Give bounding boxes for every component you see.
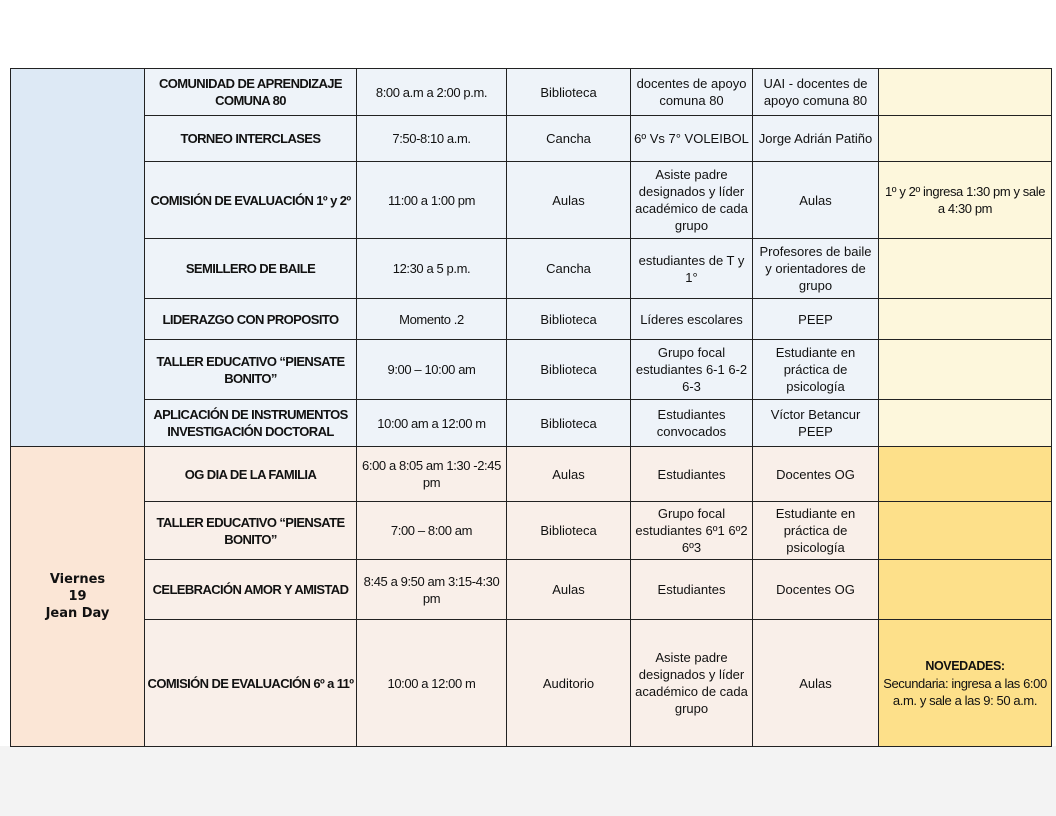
table-row [11, 299, 1052, 340]
audience-cell: Estudiantes convocados [631, 400, 753, 447]
audience-cell: Estudiantes [631, 447, 753, 502]
responsible-cell: Docentes OG [753, 447, 879, 502]
time-cell: 10:00 a 12:00 m [357, 620, 507, 747]
activity-cell: COMUNIDAD DE APRENDIZAJE COMUNA 80 [145, 69, 357, 116]
schedule-table [10, 68, 1052, 747]
activity-cell: APLICACIÓN DE INSTRUMENTOS INVESTIGACIÓN DOCTORAL [145, 400, 357, 447]
activity-cell: COMISIÓN DE EVALUACIÓN 6º a 11º [145, 620, 357, 747]
responsible-cell: Estudiante en práctica de psicología [753, 340, 879, 400]
audience-cell: Grupo focal estudiantes 6-1 6-2 6-3 [631, 340, 753, 400]
audience-cell: Asiste padre designados y líder académico de cada grupo [631, 620, 753, 747]
table-row [11, 560, 1052, 620]
place-cell: Biblioteca [507, 69, 631, 116]
time-cell [357, 447, 507, 502]
time-cell: 11:00 a 1:00 pm [357, 162, 507, 239]
audience-cell: estudiantes de T y 1° [631, 239, 753, 299]
table-row [11, 502, 1052, 560]
table-row [11, 239, 1052, 299]
day-cell-friday [11, 447, 145, 747]
activity-cell: LIDERAZGO CON PROPOSITO [145, 299, 357, 340]
notes-title: NOVEDADES: [925, 658, 1005, 673]
table-row [11, 69, 1052, 116]
audience-cell: 6º Vs 7° VOLEIBOL [631, 116, 753, 162]
audience-cell: docentes de apoyo comuna 80 [631, 69, 753, 116]
notes-cell [879, 447, 1052, 502]
notes-cell [879, 620, 1052, 747]
activity-cell: TALLER EDUCATIVO “PIENSATE BONITO” [145, 502, 357, 560]
notes-cell [879, 340, 1052, 400]
responsible-cell: Jorge Adrián Patiño [753, 116, 879, 162]
responsible-cell: Profesores de baile y orientadores de grupo [753, 239, 879, 299]
notes-cell [879, 560, 1052, 620]
table-row [11, 340, 1052, 400]
table-row [11, 620, 1052, 747]
activity-cell: SEMILLERO DE BAILE [145, 239, 357, 299]
place-cell: Biblioteca [507, 299, 631, 340]
audience-cell: Estudiantes [631, 560, 753, 620]
responsible-cell: Docentes OG [753, 560, 879, 620]
responsible-cell: Aulas [753, 620, 879, 747]
audience-cell: Grupo focal estudiantes 6º1 6º2 6º3 [631, 502, 753, 560]
time-cell: 7:50-8:10 a.m. [357, 116, 507, 162]
time-cell: 7:00 – 8:00 am [357, 502, 507, 560]
place-cell: Biblioteca [507, 340, 631, 400]
responsible-cell: Víctor Betancur PEEP [753, 400, 879, 447]
table-row [11, 447, 1052, 502]
notes-cell [879, 69, 1052, 116]
place-cell: Aulas [507, 447, 631, 502]
time-cell: Momento .2 [357, 299, 507, 340]
place-cell: Aulas [507, 162, 631, 239]
notes-cell [879, 116, 1052, 162]
place-cell: Aulas [507, 560, 631, 620]
place-cell: Cancha [507, 116, 631, 162]
notes-cell [879, 239, 1052, 299]
place-cell: Biblioteca [507, 400, 631, 447]
audience-cell: Asiste padre designados y líder académico de cada grupo [631, 162, 753, 239]
place-cell: Auditorio [507, 620, 631, 747]
table-row [11, 162, 1052, 239]
place-cell: Cancha [507, 239, 631, 299]
place-cell: Biblioteca [507, 502, 631, 560]
day-cell-thursday [11, 69, 145, 447]
notes-cell [879, 299, 1052, 340]
time-cell: 9:00 – 10:00 am [357, 340, 507, 400]
time-cell: 10:00 am a 12:00 m [357, 400, 507, 447]
activity-cell: TORNEO INTERCLASES [145, 116, 357, 162]
responsible-cell: PEEP [753, 299, 879, 340]
time-cell: 8:45 a 9:50 am 3:15-4:30 pm [357, 560, 507, 620]
activity-cell: COMISIÓN DE EVALUACIÓN 1º y 2º [145, 162, 357, 239]
activity-cell: CELEBRACIÓN AMOR Y AMISTAD [145, 560, 357, 620]
table-row [11, 400, 1052, 447]
time-text: 6:00 a 8:05 am 1:30 -2:45 pm [362, 458, 501, 490]
time-cell: 12:30 a 5 p.m. [357, 239, 507, 299]
notes-cell [879, 400, 1052, 447]
table-row [11, 116, 1052, 162]
time-cell: 8:00 a.m a 2:00 p.m. [357, 69, 507, 116]
day-name: Viernes [49, 572, 106, 587]
activity-cell: TALLER EDUCATIVO “PIENSATE BONITO” [145, 340, 357, 400]
audience-cell: Líderes escolares [631, 299, 753, 340]
notes-cell [879, 502, 1052, 560]
notes-text: Secundaria: ingresa a las 6:00 a.m. y sale a las 9: 50 a.m. [883, 675, 1047, 708]
day-note: Jean Day [45, 606, 110, 621]
responsible-cell: UAI - docentes de apoyo comuna 80 [753, 69, 879, 116]
day-number: 19 [68, 589, 87, 604]
notes-cell: 1º y 2º ingresa 1:30 pm y sale a 4:30 pm [879, 162, 1052, 239]
responsible-cell: Estudiante en práctica de psicología [753, 502, 879, 560]
responsible-cell: Aulas [753, 162, 879, 239]
activity-cell: OG DIA DE LA FAMILIA [145, 447, 357, 502]
